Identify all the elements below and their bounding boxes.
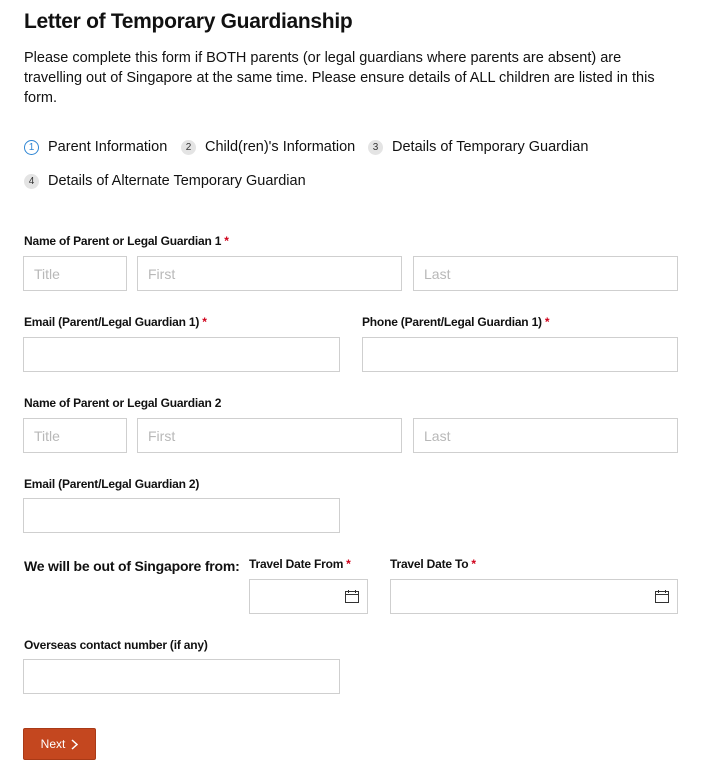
- guardian1-last-name-input[interactable]: [413, 256, 678, 291]
- step-label: Details of Temporary Guardian: [392, 139, 589, 155]
- page-intro: Please complete this form if BOTH parents (or legal guardians where parents are absent) are travelling out of Singapore at the same time. Please ensure details of ALL children are listed in this form.: [24, 50, 655, 106]
- guardian1-title-input[interactable]: [23, 256, 127, 291]
- step-children-information[interactable]: [181, 139, 355, 155]
- guardian1-first-name-input[interactable]: [137, 256, 402, 291]
- guardian2-last-name-input[interactable]: [413, 418, 678, 453]
- guardian1-email-input[interactable]: [23, 337, 340, 372]
- overseas-contact-input[interactable]: [23, 659, 340, 694]
- step-temporary-guardian[interactable]: [368, 139, 588, 155]
- required-marker: *: [224, 234, 229, 248]
- step-label: Details of Alternate Temporary Guardian: [48, 173, 306, 189]
- required-marker: *: [544, 315, 550, 329]
- guardian2-name-label: [24, 396, 221, 410]
- guardian2-first-name-input[interactable]: [137, 418, 402, 453]
- guardian1-email-label: [24, 315, 207, 329]
- step-number: 2: [181, 140, 196, 155]
- label-text: Email (Parent/Legal Guardian 1): [24, 315, 200, 329]
- label-text: Name of Parent or Legal Guardian 2: [24, 396, 222, 410]
- guardian2-title-input[interactable]: [23, 418, 127, 453]
- required-marker: *: [202, 315, 207, 329]
- next-button[interactable]: [23, 728, 96, 760]
- travel-period-label: We will be out of Singapore from:: [24, 558, 240, 574]
- guardian1-name-label: [24, 234, 229, 248]
- page-title: Letter of Temporary Guardianship: [24, 10, 353, 33]
- label-text: Overseas contact number (if any): [24, 638, 208, 652]
- label-text: Travel Date To: [390, 557, 469, 571]
- step-parent-information[interactable]: [24, 139, 167, 155]
- required-marker: *: [471, 557, 476, 571]
- step-number: 3: [368, 140, 383, 155]
- travel-date-to-label: [390, 557, 476, 571]
- step-number: 1: [24, 140, 39, 155]
- guardian1-phone-label: [362, 315, 549, 329]
- label-text: Name of Parent or Legal Guardian 1: [24, 234, 222, 248]
- calendar-icon[interactable]: [345, 590, 359, 603]
- guardian2-email-label: [24, 477, 199, 491]
- required-marker: *: [346, 557, 351, 571]
- travel-date-to-input[interactable]: [390, 579, 678, 614]
- guardian2-email-input[interactable]: [23, 498, 340, 533]
- next-button-label: Next: [40, 737, 66, 751]
- overseas-contact-label: [24, 638, 208, 652]
- chevron-right-icon: [71, 739, 78, 750]
- label-text: Email (Parent/Legal Guardian 2): [24, 477, 200, 491]
- step-alternate-temporary-guardian[interactable]: [24, 173, 306, 189]
- guardian1-phone-input[interactable]: [362, 337, 678, 372]
- travel-date-from-label: [249, 557, 351, 571]
- label-text: Travel Date From: [249, 557, 344, 571]
- step-label: Parent Information: [48, 139, 168, 155]
- step-label: Child(ren)'s Information: [205, 139, 356, 155]
- calendar-icon[interactable]: [655, 590, 669, 603]
- label-text: Phone (Parent/Legal Guardian 1): [362, 315, 542, 329]
- step-number: 4: [24, 174, 39, 189]
